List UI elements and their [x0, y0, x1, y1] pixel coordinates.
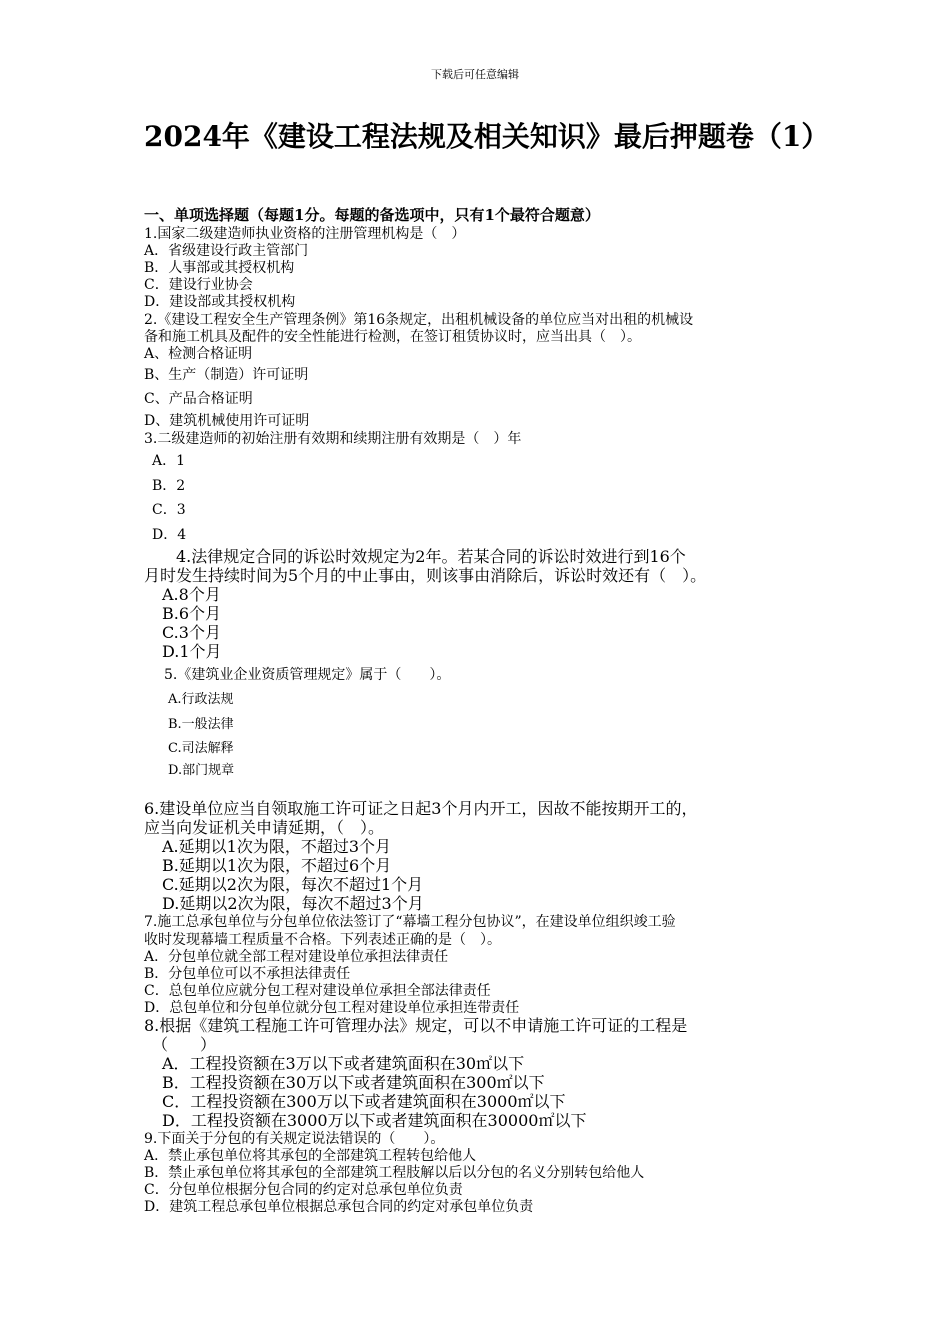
q8-stem-line2: （ ） [152, 1035, 217, 1054]
q1-option-a: A．省级建设行政主管部门 [144, 243, 309, 259]
q8-option-a: A．工程投资额在3万以下或者建筑面积在30㎡以下 [162, 1054, 525, 1073]
q2-stem-line2: 备和施工机具及配件的安全性能进行检测，在签订租赁协议时，应当出具（ ）。 [144, 329, 641, 345]
q3-option-a: A．1 [152, 453, 186, 469]
q9-option-b: B．禁止承包单位将其承包的全部建筑工程肢解以后以分包的名义分别转包给他人 [144, 1165, 645, 1181]
q2-option-a: A、检测合格证明 [144, 346, 253, 362]
q5-stem: 5.《建筑业企业资质管理规定》属于（ ）。 [164, 667, 451, 683]
q9-option-c: C．分包单位根据分包合同的约定对总承包单位负责 [144, 1182, 463, 1198]
q3-stem: 3.二级建造师的初始注册有效期和续期注册有效期是（ ）年 [144, 431, 522, 447]
q1-option-c: C．建设行业协会 [144, 277, 253, 293]
q3-option-c: C．3 [152, 502, 186, 518]
q7-option-c: C．总包单位应就分包工程对建设单位承担全部法律责任 [144, 983, 491, 999]
q3-option-b: B．2 [152, 478, 186, 494]
page-title: 2024年《建设工程法规及相关知识》最后押题卷（1） [144, 120, 830, 153]
q1-option-b: B．人事部或其授权机构 [144, 260, 295, 276]
q8-option-c: C．工程投资额在300万以下或者建筑面积在3000㎡以下 [162, 1092, 566, 1111]
q4-option-c: C.3个月 [162, 623, 221, 642]
q3-option-d: D．4 [152, 527, 187, 543]
q6-stem-line2: 应当向发证机关申请延期，（ ）。 [144, 818, 385, 837]
q4-option-b: B.6个月 [162, 604, 222, 623]
q4-option-d: D.1个月 [162, 642, 222, 661]
q2-option-d: D、建筑机械使用许可证明 [144, 413, 310, 429]
q7-stem-line1: 7.施工总承包单位与分包单位依法签订了“幕墙工程分包协议”，在建设单位组织竣工验 [144, 914, 676, 930]
q9-option-a: A．禁止承包单位将其承包的全部建筑工程转包给他人 [144, 1148, 477, 1164]
q4-stem-line2: 月时发生持续时间为5个月的中止事由，则该事由消除后，诉讼时效还有（ ）。 [144, 566, 707, 585]
q7-stem-line2: 收时发现幕墙工程质量不合格。下列表述正确的是（ ）。 [144, 932, 501, 948]
q4-option-a: A.8个月 [162, 585, 221, 604]
q2-option-b: B、生产（制造）许可证明 [144, 367, 309, 383]
q5-option-b: B.一般法律 [168, 717, 234, 732]
q5-option-c: C.司法解释 [168, 741, 234, 756]
header-note: 下载后可任意编辑 [431, 68, 519, 81]
q8-option-d: D．工程投资额在3000万以下或者建筑面积在30000㎡以下 [162, 1111, 587, 1130]
q2-stem-line1: 2.《建设工程安全生产管理条例》第16条规定，出租机械设备的单位应当对出租的机械设 [144, 312, 694, 328]
q6-stem-line1: 6.建设单位应当自领取施工许可证之日起3个月内开工，因故不能按期开工的， [144, 799, 698, 818]
q6-option-a: A.延期以1次为限，不超过3个月 [162, 837, 392, 856]
q5-option-a: A.行政法规 [168, 692, 234, 707]
q7-option-d: D．总包单位和分包单位就分包工程对建设单位承担连带责任 [144, 1000, 520, 1016]
q6-option-d: D.延期以2次为限，每次不超过3个月 [162, 894, 424, 913]
q9-option-d: D．建筑工程总承包单位根据总承包合同的约定对承包单位负责 [144, 1199, 534, 1215]
section-heading: 一、单项选择题（每题1分。每题的备选项中，只有1个最符合题意） [144, 206, 600, 224]
q9-stem: 9.下面关于分包的有关规定说法错误的（ ）。 [144, 1131, 445, 1147]
q6-option-c: C.延期以2次为限，每次不超过1个月 [162, 875, 424, 894]
q7-option-b: B．分包单位可以不承担法律责任 [144, 966, 351, 982]
q4-stem-line1: 4.法律规定合同的诉讼时效规定为2年。若某合同的诉讼时效进行到16个 [176, 547, 686, 566]
q1-option-d: D．建设部或其授权机构 [144, 294, 296, 310]
q2-option-c: C、产品合格证明 [144, 391, 253, 407]
q5-option-d: D.部门规章 [168, 763, 235, 778]
q6-option-b: B.延期以1次为限，不超过6个月 [162, 856, 392, 875]
q8-stem-line1: 8.根据《建筑工程施工许可管理办法》规定，可以不申请施工许可证的工程是 [144, 1016, 688, 1035]
q8-option-b: B．工程投资额在30万以下或者建筑面积在300㎡以下 [162, 1073, 545, 1092]
q7-option-a: A．分包单位就全部工程对建设单位承担法律责任 [144, 949, 449, 965]
q1-stem: 1.国家二级建造师执业资格的注册管理机构是（ ） [144, 226, 466, 242]
